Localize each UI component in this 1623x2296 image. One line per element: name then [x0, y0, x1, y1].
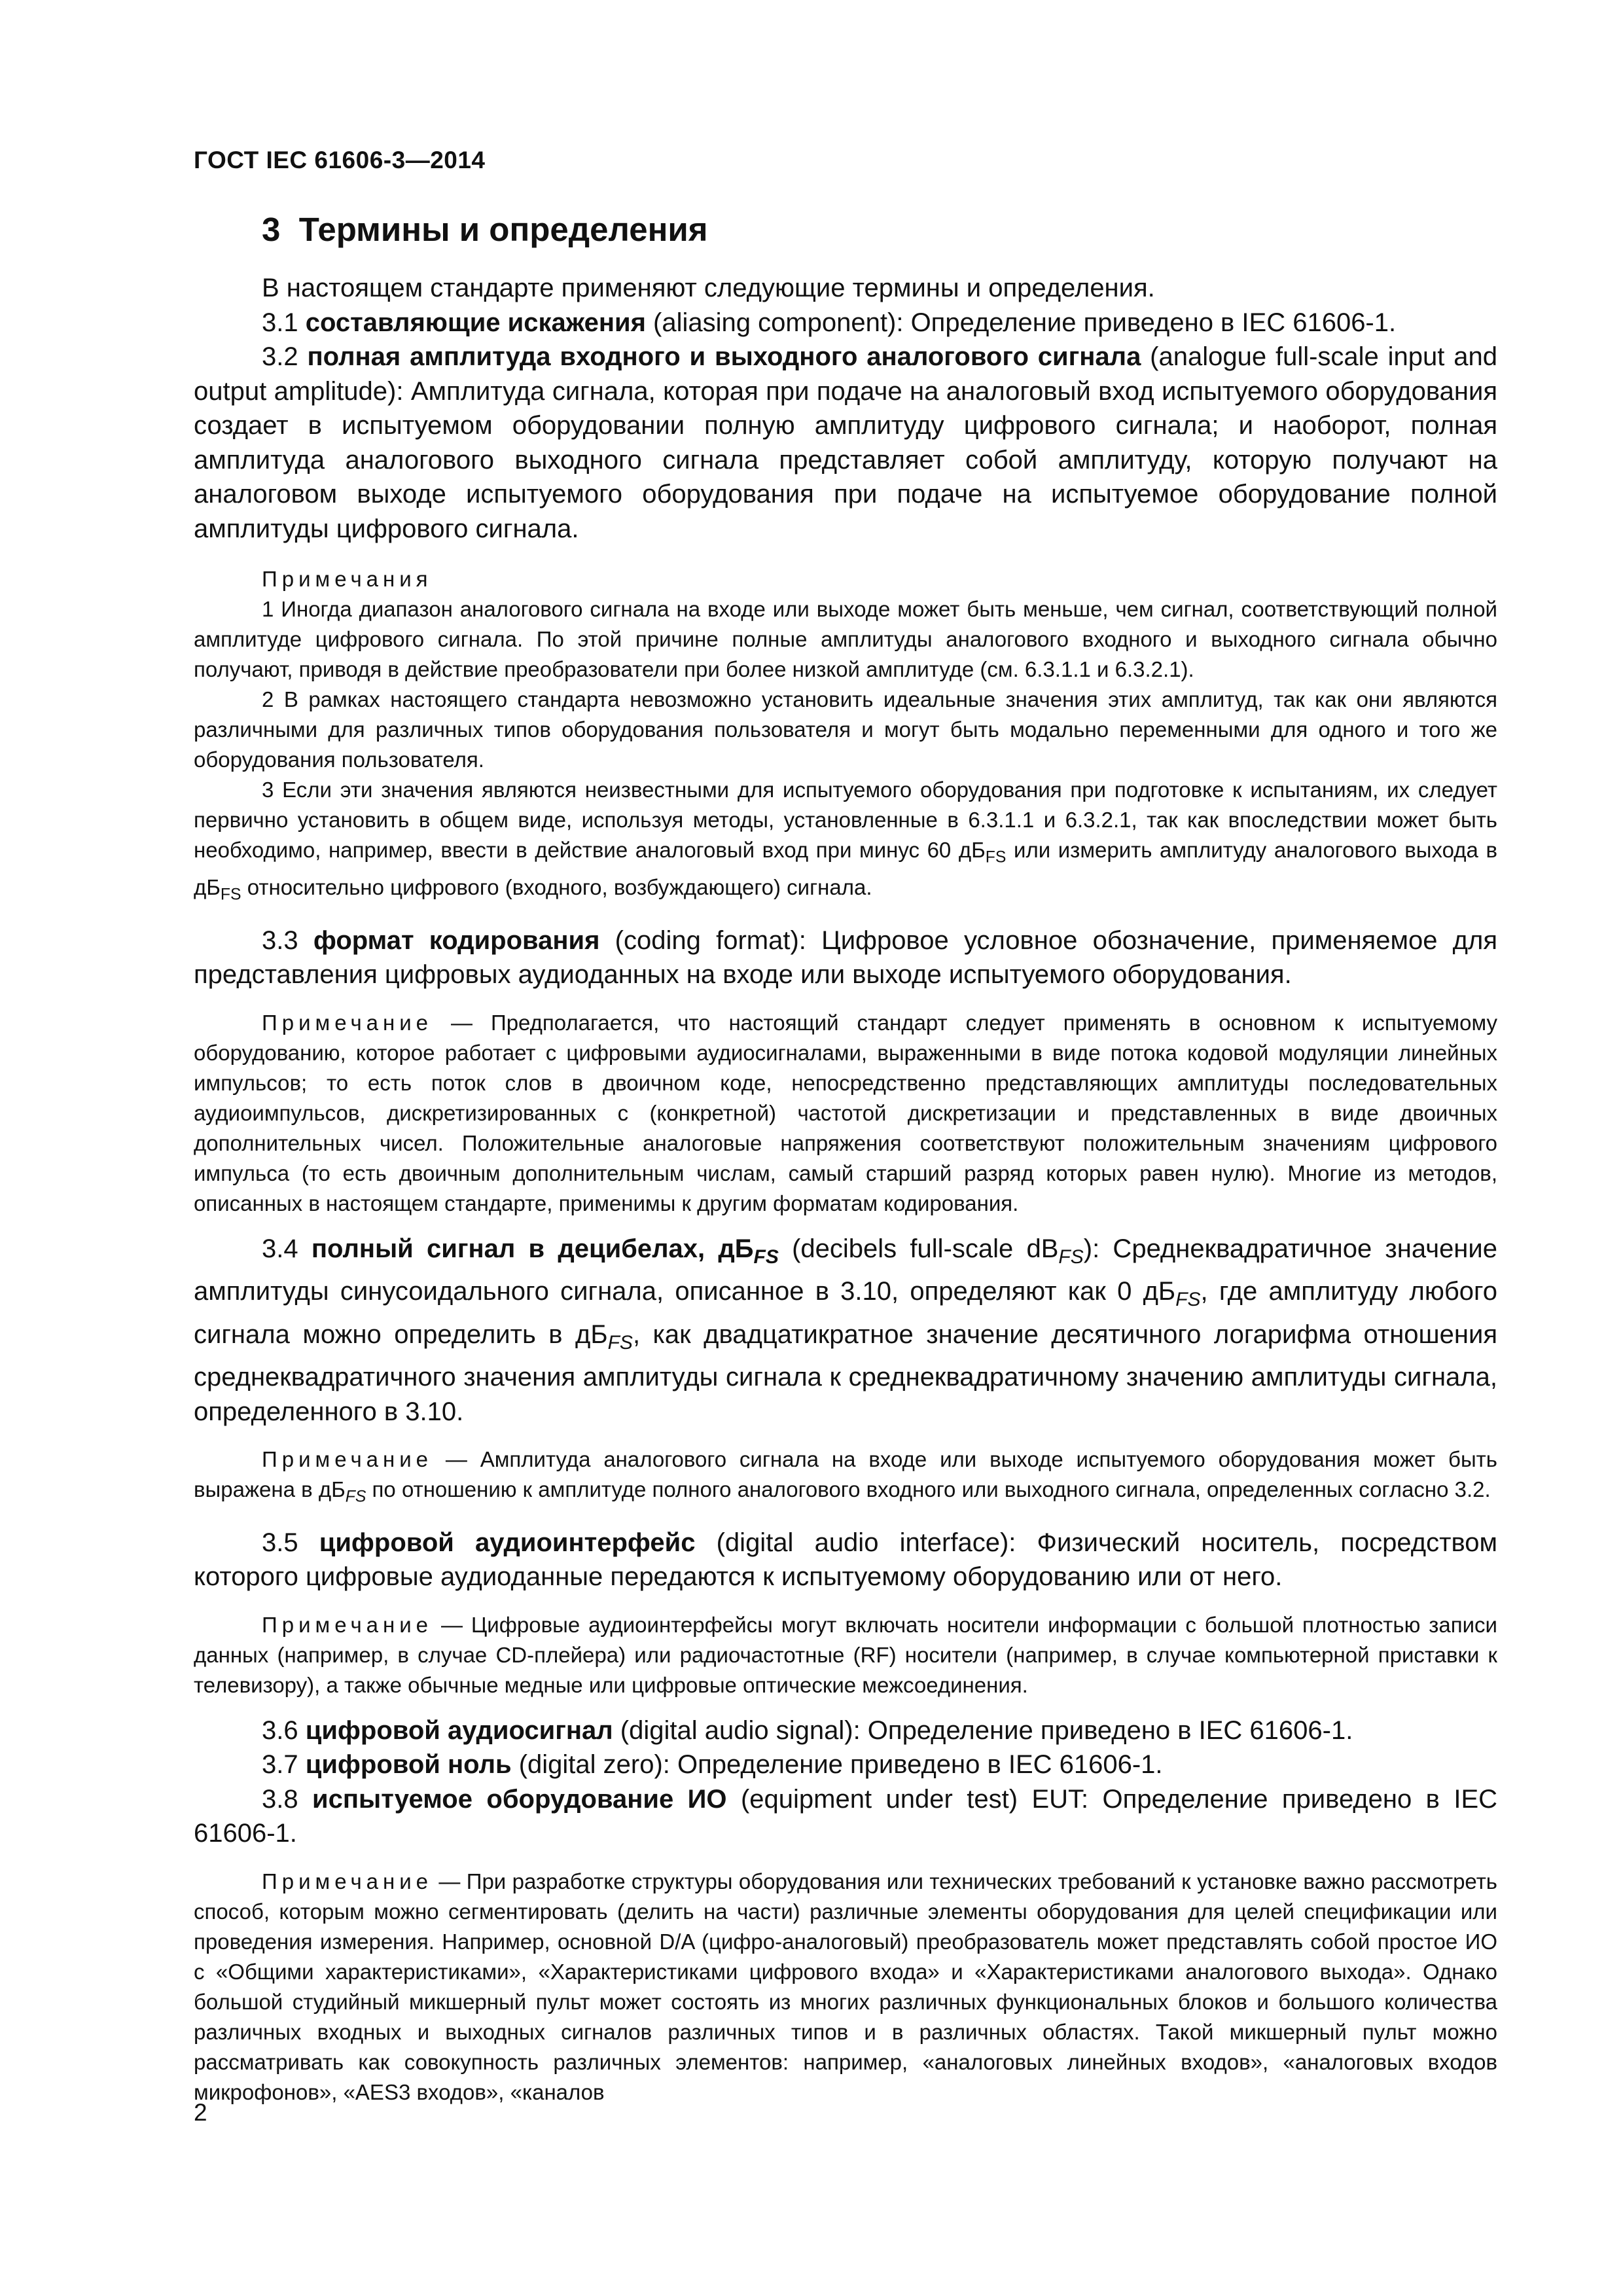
term-number: 3.4 — [262, 1234, 298, 1263]
term-3-6 — [194, 1713, 1497, 1748]
term-name: цифровой аудиоинтерфейс — [319, 1528, 696, 1557]
term-name: цифровой ноль — [305, 1750, 512, 1780]
intro-paragraph: В настоящем стандарте применяют следующие термины и определения. — [262, 274, 1155, 302]
term-definition: (coding format): Цифровое условное обозначение, применяемое для представления цифровых аудиоданных на входе или выходе испытуемого оборудования. — [194, 925, 1498, 990]
term-name: составляющие искажения — [305, 308, 646, 337]
term-definition: (digital audio signal): Определение приведено в IEC 61606-1. — [613, 1715, 1353, 1745]
term-number: 3.6 — [262, 1715, 298, 1745]
term-3-2 — [194, 340, 1497, 546]
term-definition: (digital zero): Определение приведено в IEC 61606-1. — [511, 1750, 1163, 1780]
note-2: 2 В рамках настоящего стандарта невозможно установить идеальные значения этих амплитуд, так как они являются различными для различных типов оборудования пользователя и могут быть модально переменными для одного и того же оборудования пользователя. — [194, 687, 1497, 772]
term-name: полная амплитуда входного и выходного аналогового сигнала — [307, 342, 1141, 371]
term-3-5 — [194, 1526, 1497, 1594]
note-label: Примечание — [262, 1010, 433, 1035]
term-definition: (aliasing component): Определение приведено в IEC 61606-1. — [645, 308, 1397, 337]
term-definition: (digital audio interface): Физический носитель, посредством которого цифровые аудиоданные передаются к испытуемому оборудованию или от него. — [194, 1528, 1497, 1592]
section-title: Термины и определения — [298, 211, 708, 248]
term-name: формат кодирования — [313, 925, 600, 955]
section-number: 3 — [262, 211, 281, 248]
note-label: Примечание — [262, 1869, 433, 1893]
note-3-3: Примечание — Предполагается, что настоящий стандарт следует применять в основном к испытуемому оборудованию, которое работает с цифровыми аудиосигналами, выраженными в виде потока кодовой модуляции линейных импульсов; то есть поток слов в двоичном коде, непосредственно представляющих амплитуды последовательных аудиоимпульсов, дискретизированных с (конкретной) частотой дискретизации и представленных в виде двоичных дополнительных чисел. Положительные аналоговые напряжения соответствуют положительным значениям цифрового импульса (то есть двоичным дополнительным числам, самый старший разряд которых равен нулю). Многие из методов, описанных в настоящем стандарте, применимы к другим форматам кодирования. — [194, 1010, 1498, 1215]
note-text: Предполагается, что настоящий стандарт следует применять в основном к испытуемому оборудованию, которое работает с цифровыми аудиосигналами, выраженными в виде потока кодовой модуляции линейных импульсов; то есть поток слов в двоичном коде, непосредственно представляющих амплитуды последовательных аудиоимпульсов, дискретизированных с (конкретной) частотой дискретизации и представленных в виде двоичных дополнительных чисел. Положительные аналоговые напряжения соответствуют положительным значениям цифрового импульса (то есть двоичным дополнительным числам, самый старший разряд которых равен нулю). Многие из методов, описанных в настоящем стандарте, применимы к другим форматам кодирования. — [194, 1010, 1498, 1215]
note-text: При разработке структуры оборудования или технических требований к установке важно рассмотреть способ, которым можно сегментировать (делить на части) различные элементы оборудования для целей спецификации или проведения измерения. Например, основной D/A (цифро-аналоговый) преобразователь может представлять собой простое ИО с «Общими характеристиками», «Характеристиками цифрового входа» и «Характеристиками аналогового выхода». Однако большой студийный микшерный пульт может состоять из многих различных функциональных блоков и большого количества различных входных и выходных сигналов различных типов и в различных областях. Такой микшерный пульт можно рассматривать как совокупность различных элементов: например, «аналоговых линейных входов», «аналоговых входов микрофонов», «AES3 входов», «каналов — [194, 1869, 1497, 2104]
note-3-4: Примечание — Амплитуда аналогового сигнала на входе или выходе испытуемого оборудования может быть выражена в $дБ_{FS}$ по отношению к амплитуде полного аналогового входного или выходного сигнала, определенных согласно 3.2. — [194, 1447, 1497, 1506]
term-number: 3.1 — [262, 308, 298, 337]
page-number: 2 — [194, 2099, 207, 2126]
page-content — [194, 208, 1497, 2108]
term-number: 3.8 — [262, 1784, 298, 1814]
term-3-1 — [194, 306, 1497, 340]
term-name: полный сигнал в децибелах, $дБ_{FS}$ — [311, 1234, 779, 1268]
section-heading — [262, 208, 1497, 251]
note-text: Цифровые аудиоинтерфейсы могут включать носители информации с большой плотностью записи данных (например, в случае CD-плейера) или радиочастотные (RF) носители (например, в случае компьютерной приставки к телевизору), а также обычные медные или цифровые оптические межсоединения. — [194, 1612, 1497, 1697]
term-3-3 — [194, 924, 1497, 992]
note-1: 1 Иногда диапазон аналогового сигнала на входе или выходе может быть меньше, чем сигнал, соответствующий полной амплитуде цифрового сигнала. По этой причине полные амплитуды аналогового входного и выходного сигнала обычно получают, приводя в действие преобразователи при более низкой амплитуде (см. 6.3.1.1 и 6.3.2.1). — [194, 597, 1497, 681]
term-name: цифровой аудиосигнал — [305, 1715, 613, 1745]
term-number: 3.7 — [262, 1750, 298, 1780]
term-number: 3.2 — [262, 342, 298, 371]
term-number: 3.5 — [262, 1528, 298, 1557]
notes-label: Примечания — [262, 567, 433, 591]
term-number: 3.3 — [262, 925, 298, 955]
term-definition: (equipment under test) EUT: Определение приведено в IEC 61606-1. — [194, 1784, 1498, 1848]
term-3-8 — [194, 1782, 1497, 1851]
term-3-7 — [194, 1748, 1497, 1782]
term-name: испытуемое оборудование ИО — [312, 1784, 727, 1814]
document-header: ГОСТ IEC 61606-3—2014 — [194, 147, 486, 173]
note-label: Примечание — [262, 1447, 433, 1472]
note-3-5: Примечание — Цифровые аудиоинтерфейсы могут включать носители информации с большой плотностью записи данных (например, в случае CD-плейера) или радиочастотные (RF) носители (например, в случае компьютерной приставки к телевизору), а также обычные медные или цифровые оптические межсоединения. — [194, 1612, 1497, 1697]
notes-3-2 — [194, 564, 1497, 910]
note-label: Примечание — [262, 1612, 433, 1637]
note-3: 3 Если эти значения являются неизвестными для испытуемого оборудования при подготовке к испытаниям, их следует первично установить в общем виде, используя методы, установленные в 6.3.1.1 и 6.3.2.1, так как впоследствии может быть необходимо, например, ввести в действие аналоговый вход при минус 60 $дБ_{FS}$ или измерить амплитуду аналогового выхода в $дБ_{FS}$ относительно цифрового (входного, возбуждающего) сигнала. — [194, 778, 1497, 904]
term-3-4: 3.4 полный сигнал в децибелах, $дБ_{FS}$ (decibels full-scale $dB_{FS}$): Среднеквадратичное значение амплитуды синусоидального сигнала, описанное в 3.10, определяют как 0 $дБ_{FS}$, где амплитуду любого сигнала можно определить в $дБ_{FS}$, как двадцатикратное значение десятичного логарифма отношения среднеквадратичного значения амплитуды сигнала к среднеквадратичному значению амплитуды сигнала, определенного в 3.10. — [194, 1234, 1497, 1426]
note-3-8: Примечание — При разработке структуры оборудования или технических требований к установке важно рассмотреть способ, которым можно сегментировать (делить на части) различные элементы оборудования для целей спецификации или проведения измерения. Например, основной D/A (цифро-аналоговый) преобразователь может представлять собой простое ИО с «Общими характеристиками», «Характеристиками цифрового входа» и «Характеристиками аналогового выхода». Однако большой студийный микшерный пульт может состоять из многих различных функциональных блоков и большого количества различных входных и выходных сигналов различных типов и в различных областях. Такой микшерный пульт можно рассматривать как совокупность различных элементов: например, «аналоговых линейных входов», «аналоговых входов микрофонов», «AES3 входов», «каналов — [194, 1869, 1497, 2104]
term-definition: (analogue full-scale input and output amplitude): Амплитуда сигнала, которая при подаче на аналоговый вход испытуемого оборудования создает в испытуемом оборудовании полную амплитуду цифрового сигнала; и наоборот, полная амплитуда аналогового выходного сигнала представляет собой амплитуду, которую получают на аналоговом выходе испытуемого оборудования при подаче на испытуемое оборудование полной амплитуды цифрового сигнала. — [194, 342, 1497, 543]
